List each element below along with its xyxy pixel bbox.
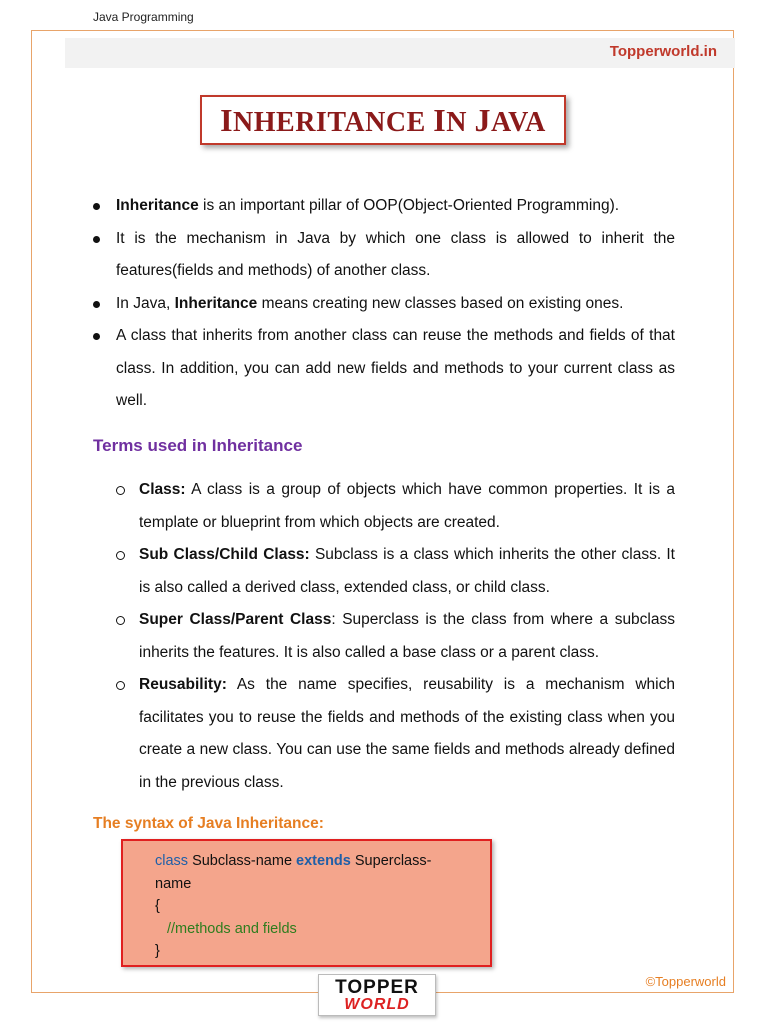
bullet-item: Inheritance is an important pillar of OOP(Object-Oriented Programming). [93,190,675,223]
code-line: name [155,875,192,892]
code-line: //methods and fields [167,920,297,937]
page-title: INHERITANCE IN JAVA [220,101,546,138]
code-line: class Subclass-name extends Superclass- [155,853,432,869]
terms-heading: Terms used in Inheritance [93,436,303,455]
code-line: { [155,898,160,914]
syntax-heading: The syntax of Java Inheritance: [93,815,324,832]
bullet-item: In Java, Inheritance means creating new classes based on existing ones. [93,288,675,321]
term-item-reusability: Reusability: As the name specifies, reusability is a mechanism which facilitates you to reuse the fields and methods of the existing class when you create a new class. You can use the same fields and methods already defined in the previous class. [116,669,675,799]
bullet-dot-icon [93,236,100,243]
term-item-class: Class: A class is a group of objects which have common properties. It is a template or blueprint from which objects are created. [116,474,675,539]
bullet-dot-icon [93,333,100,340]
footer-copyright: ©Topperworld [645,974,726,989]
brand-link[interactable]: Topperworld.in [609,43,717,60]
code-block [121,839,492,967]
circle-bullet-icon [116,681,125,690]
topperworld-logo: TOPPER WORLD [318,974,436,1016]
title-box [200,95,566,145]
circle-bullet-icon [116,486,125,495]
circle-bullet-icon [116,616,125,625]
running-header: Java Programming [93,10,194,24]
brand-bar [65,38,735,68]
bullet-item: It is the mechanism in Java by which one class is allowed to inherit the features(fields and methods) of another class. [93,223,675,288]
bullet-item: A class that inherits from another class can reuse the methods and fields of that class. In addition, you can add new fields and methods to your current class as well. [93,320,675,418]
bullet-dot-icon [93,301,100,308]
bullet-dot-icon [93,203,100,210]
code-line: } [155,943,160,959]
term-item-subclass: Sub Class/Child Class: Subclass is a class which inherits the other class. It is also called a derived class, extended class, or child class. [116,539,675,604]
terms-list [116,474,675,799]
intro-bullet-list [93,190,675,418]
circle-bullet-icon [116,551,125,560]
term-item-superclass: Super Class/Parent Class: Superclass is the class from where a subclass inherits the features. It is also called a base class or a parent class. [116,604,675,669]
